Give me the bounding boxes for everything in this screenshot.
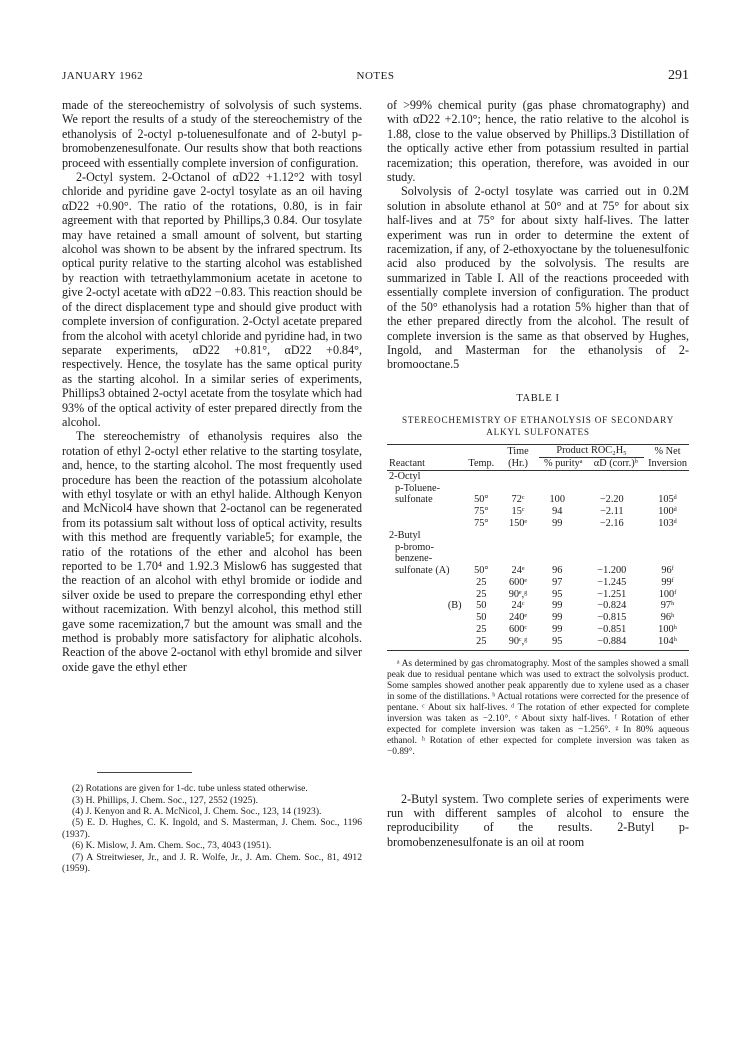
cell-time: 150ᵉ [508,517,528,529]
table-row [387,565,689,577]
cell-temp: 50 [476,600,487,612]
cell-net-inversion: 105ᵈ [658,494,677,506]
cell-temp: 50° [474,494,489,506]
cell-net-inversion: 103ᵈ [658,517,677,529]
footnote: (3) H. Phillips, J. Chem. Soc., 127, 2552 (1925). [72,794,259,806]
footnote: (2) Rotations are given for 1-dc. tube unless stated otherwise. [72,783,308,795]
cell-purity: 99 [552,612,563,624]
cell-time: 90ᶜ,ᵍ [499,636,537,650]
cell-reactant [387,589,464,601]
cell-alpha: −0.884 [577,636,646,650]
cell-alpha: −0.815 [597,612,627,624]
cell-purity: 96 [552,565,563,577]
cell-temp: 25 [476,588,487,600]
cell-temp: 50 [476,612,487,624]
body-paragraph: 2-Octyl system. 2-Octanol of αD22 +1.12°2 with tosyl chloride and pyridine gave 2-octyl tosylate as an oil having αD22 +0.90°. The ratio of the rotations, 0.80, is in fair agreement with that reported by Phillips,3 0.84. Our tosylate may have retained a small amount of solvent, but starting alcohol was shown to be absent by the infrared spectrum. Its optical purity relative to the starting alcohol was established by reaction with tetraethylammonium acetate in acetone to give 2-octyl acetate with αD22 −0.83. This reaction should be of the direct displacement type and should give product with complete inversion of configuration. 2-Octyl acetate prepared from the alcohol with acetyl chloride and pyridine had, in two separate experiments, αD22 +0.81°, αD22 +0.84°, respectively. Hence, the tosylate has the same optical purity as the starting alcohol. In a similar series of experiments, Phillips3 obtained 2-octyl acetate from the tosylate which had 93% of the optical activity of ester prepared directly from the alcohol. [62,170,362,429]
cell-alpha: −2.20 [599,494,624,506]
table-row [387,624,689,636]
cell-net-inversion: 96ᶠ [661,565,674,577]
footnote-divider [97,772,192,773]
cell-reactant: sulfonate (A) [395,565,450,577]
table-row [387,506,689,518]
group-label-row [387,530,689,542]
table-note: ᵃ As determined by gas chromatography. Most of the samples showed a small peak due to residual pentane which was used to extract the solvolysis product. Some samples showed another peak apparently due to xylene used as a chaser in some of the distillations. ᵇ Actual rotations were corrected for the presence of pentane. ᶜ About six half-lives. ᵈ The rotation of ether expected for complete inversion was taken as −2.10°. ᵉ About sixty half-lives. ᶠ Rotation of ether expected for complete inversion was taken as −1.256°. ᵍ In 80% aqueous ethanol. ʰ Rotation of ether expected for complete inversion was taken as −0.89°. [387,658,689,757]
body-paragraph: made of the stereochemistry of solvolysis of such systems. We report the results of a study of the stereochemistry of the ethanolysis of 2-octyl p-toluenesulfonate and of 2-butyl p-bromobenzenesulfonate. Our results show that both reactions proceed with essentially complete inversion of configuration. [62,98,362,170]
cell-temp: 75° [474,506,489,518]
footnotes [62,783,362,874]
cell-purity: 94 [552,506,563,518]
footnote: (4) J. Kenyon and R. A. McNicol, J. Chem. Soc., 123, 14 (1923). [72,806,322,818]
cell-net-inversion: 96ʰ [660,612,675,624]
table-caption: STEREOCHEMISTRY OF ETHANOLYSIS OF SECONDARY ALKYL SULFONATES [401,415,675,438]
cell-net-inversion: 100ᵈ [658,506,677,518]
table-notes [387,659,689,758]
col-net-inversion: % Net Inversion [648,446,687,469]
cell-net-inversion: 104ʰ [646,636,689,650]
reactant-label: benzene- [395,553,433,565]
body-paragraph: 2-Butyl system. Two complete series of experiments were run with different samples of alcohol to ensure the reproducibility of the results. 2-Butyl p-bromobenzenesulfonate is an oil at room [387,791,689,849]
col-product-group [537,445,646,471]
cell-temp: 25 [464,636,499,650]
table-row [387,612,689,624]
cell-alpha: −2.11 [600,506,624,518]
table-row [387,600,689,612]
body-paragraph: Solvolysis of 2-octyl tosylate was carried out in 0.2M solution in absolute ethanol at 50° and at 75° for about six half-lives and at 75° for about sixty half-lives. The latter experiment was run in order to determine the extent of racemization, if any, of 2-ethoxyoctane by the toluenesulfonic acid also produced by the solvolysis. The results are summarized in Table I. All of the reactions proceeded with essentially complete inversion of configuration. The product of the 50° ethanolysis had a rotation 5% higher than that of the ether prepared directly from the alcohol. The result of complete inversion is the same as that observed by Hughes, Ingold, and Masterman for the ethanolysis of 2-bromooctane.5 [387,184,689,372]
cell-net-inversion: 100ᶠ [658,588,677,600]
cell-purity: 100 [549,494,565,506]
cell-reactant [387,624,464,636]
reactant-label: 2-Butyl [389,529,421,541]
body-paragraph: The stereochemistry of ethanolysis requires also the rotation of ethyl 2-octyl ether relative to the starting tosylate, and, hence, to the starting alcohol. The most frequently used procedure has been the reaction of the potassium alcoholate with ethyl tosylate or with an ethyl halide. Although Kenyon and McNicol4 have shown that 2-octanol can be regenerated from its potassium salt without loss of optical activity, results with this method are frequently variable5; for example, the ratio of the rotations of the ether and alcohol has been reported to be 1.70⁴ and 1.92.3 Mislow6 has suggested that the reaction of an alcohol with ethyl bromide or iodide and silver oxide be used to prepare the corresponding ethyl ether without racemization. With benzyl alcohol, this method still gave some racemization,7 but the amount was small and the method is probably more satisfactory for aliphatic alcohols. Reaction of the above 2-octanol with ethyl bromide and silver oxide gave the ethyl ether [62,429,362,674]
cell-temp: 25 [476,576,487,588]
cell-temp: 75° [474,517,489,529]
cell-reactant [387,518,464,530]
table-row [387,518,689,530]
cell-reactant [387,577,464,589]
cell-net-inversion: 100ʰ [658,624,677,636]
table-row [387,589,689,601]
cell-alpha: −2.16 [599,517,624,529]
cell-time: 600ᶜ [508,624,528,636]
cell-alpha: −1.245 [597,576,627,588]
cell-temp: 25 [476,624,487,636]
group-label-row [387,470,689,482]
cell-alpha: −1.200 [597,565,627,577]
running-head-section: NOTES [356,70,395,82]
col-reactant: Reactant [389,457,426,469]
cell-time: 600ᵉ [508,576,528,588]
cell-alpha: −0.851 [597,624,627,636]
cell-alpha: −0.824 [597,600,627,612]
cell-reactant [387,612,464,624]
cell-temp: 50° [474,565,489,577]
footnote: (5) E. D. Hughes, C. K. Ingold, and S. Masterman, J. Chem. Soc., 1196 (1937). [62,817,362,840]
table-row [387,636,689,650]
running-head-date: JANUARY 1962 [62,70,144,82]
col-alpha: αD (corr.)ᵇ [593,457,638,469]
cell-time: 240ᵉ [508,612,528,624]
cell-time: 24ᶜ [511,600,525,612]
product-group-label: Product ROC₂H₅ [539,445,644,458]
reactant-label: p-bromo- [395,541,434,553]
cell-reactant: (B) [447,600,462,612]
table-row [387,494,689,506]
page-number: 291 [668,68,689,83]
table-title: TABLE I [516,392,560,404]
cell-purity: 95 [552,588,563,600]
col-time: Time (Hr.) [507,446,529,469]
results-table [387,444,689,651]
cell-purity: 95 [537,636,577,650]
cell-purity: 99 [552,517,563,529]
cell-purity: 99 [552,600,563,612]
col-temp: Temp. [468,457,495,469]
group-label-row [387,483,689,495]
table-row [387,577,689,589]
reactant-label: p-Toluene- [395,482,441,494]
right-column [387,98,689,849]
left-column [62,98,362,875]
cell-time: 90ᵉ,ᵍ [508,588,528,600]
cell-time: 15ᶜ [511,506,525,518]
cell-reactant [387,506,464,518]
table-body [387,470,689,650]
footnote: (6) K. Mislow, J. Am. Chem. Soc., 73, 4043 (1951). [72,840,272,852]
cell-net-inversion: 97ʰ [660,600,675,612]
cell-time: 24ᵉ [511,565,525,577]
cell-alpha: −1.251 [597,588,627,600]
group-label-row [387,542,689,554]
group-label-row [387,553,689,565]
cell-reactant: sulfonate [395,494,433,506]
cell-time: 72ᶜ [511,494,525,506]
cell-net-inversion: 99ᶠ [661,576,674,588]
reactant-label: 2-Octyl [389,470,421,482]
footnote: (7) A Streitwieser, Jr., and J. R. Wolfe, Jr., J. Am. Chem. Soc., 81, 4912 (1959). [62,851,362,875]
body-paragraph: of >99% chemical purity (gas phase chromatography) and with αD22 +2.10°; hence, the ratio relative to the alcohol is 1.88, close to the value observed by Phillips.3 Distillation of the optically active ether from potassium resulted in partial racemization; this operation, therefore, was avoided in our study. [387,98,689,185]
cell-purity: 99 [552,624,563,636]
cell-reactant [387,636,464,650]
col-purity: % purityᵃ [543,457,583,469]
cell-purity: 97 [552,576,563,588]
table-header [387,445,689,471]
